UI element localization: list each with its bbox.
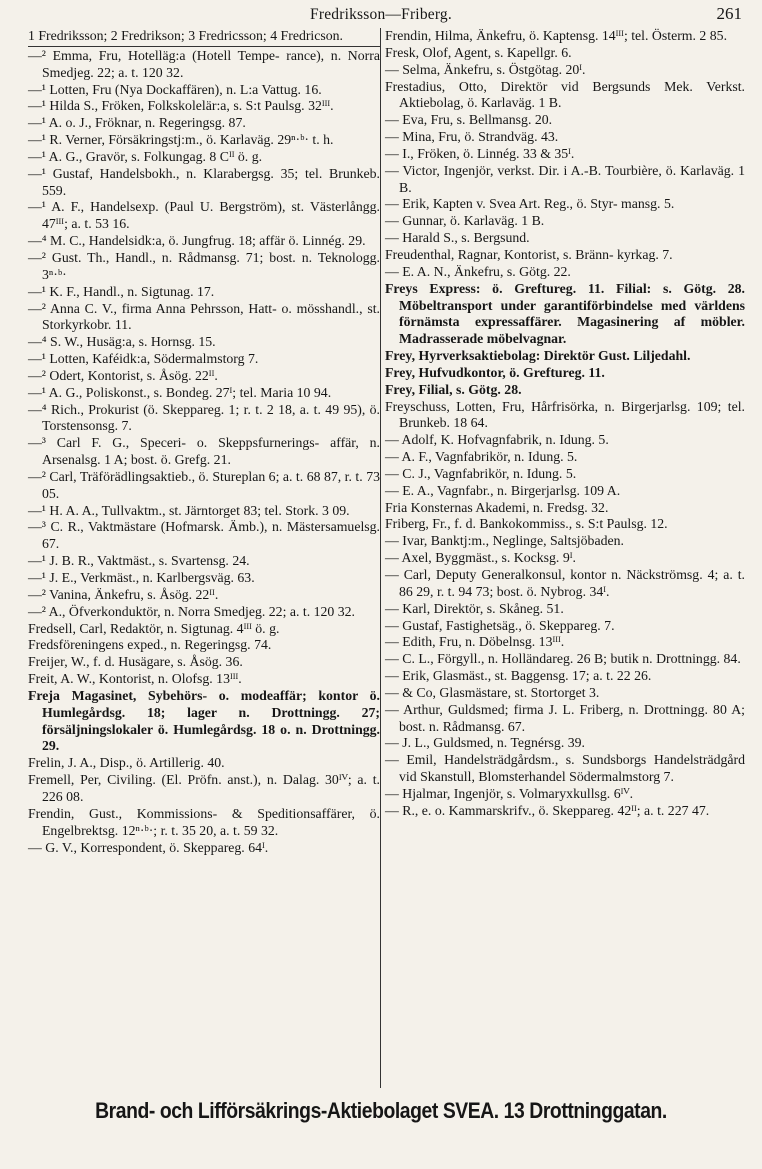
directory-entry: —³ C. R., Vaktmästare (Hofmarsk. Ämb.), n. Mästersamuelsg. 67. (28, 519, 380, 552)
directory-entry: — G. V., Korrespondent, ö. Skeppareg. 64ᴵ. (28, 839, 269, 855)
directory-entry: — J. L., Guldsmed, n. Tegnérsg. 39. (385, 735, 585, 751)
directory-entry: — Victor, Ingenjör, verkst. Dir. i A.-B. Tourbière, ö. Karlaväg. 1 B. (385, 162, 745, 195)
directory-entry: — Axel, Byggmäst., s. Kocksg. 9ᴵ. (385, 550, 576, 566)
directory-entry: Freys Express: ö. Greftureg. 11. Filial: s. Götg. 28. Möbeltransport under garantiförbindelse med världens förnämsta expressaffärer. Magasinering af möbler. Madrasserade möbelvagnar. (385, 280, 745, 347)
directory-entry: —¹ Hilda S., Fröken, Folkskolelär:a, s. S:t Paulsg. 32ᴵᴵᴵ. (28, 98, 334, 114)
directory-entry: Fredsell, Carl, Redaktör, n. Sigtunag. 4ᴵᴵᴵ ö. g. (28, 620, 280, 636)
directory-entry: —¹ H. A. A., Tullvaktm., st. Järntorget 83; tel. Stork. 3 09. (28, 502, 350, 518)
directory-entry: —² Anna C. V., firma Anna Pehrsson, Hatt- o. mösshandl., st. Storkyrkobr. 11. (28, 300, 380, 333)
directory-entry: —¹ A. F., Handelsexp. (Paul U. Bergström), st. Västerlångg. 47ᴵᴵᴵ; a. t. 53 16. (28, 199, 380, 232)
page-number: 261 (716, 4, 742, 23)
directory-entry: — C. J., Vagnfabrikör, n. Idung. 5. (385, 465, 577, 481)
directory-entry: Friberg, Fr., f. d. Bankokommiss., s. S:t Paulsg. 12. (385, 516, 668, 532)
directory-entry: — E. A., Vagnfabr., n. Birgerjarlsg. 109 A. (385, 482, 621, 498)
directory-entry: — Ivar, Banktj:m., Neglinge, Saltsjöbaden. (385, 533, 624, 549)
left-column (28, 28, 380, 856)
directory-entry: —⁴ S. W., Husäg:a, s. Hornsg. 15. (28, 334, 216, 350)
directory-entry: —⁴ M. C., Handelsidk:a, ö. Jungfrug. 18; affär ö. Linnég. 29. (28, 233, 366, 249)
right-column (385, 28, 745, 820)
directory-entry: Frey, Filial, s. Götg. 28. (385, 381, 522, 397)
directory-entry: — Erik, Kapten v. Svea Art. Reg., ö. Styr- mansg. 5. (385, 196, 675, 212)
directory-entry: —² Odert, Kontorist, s. Åsög. 22ᴵᴵ. (28, 367, 218, 383)
directory-entry: Fredsföreningens exped., n. Regeringsg. 74. (28, 637, 272, 653)
directory-entry: — E. A. N., Änkefru, s. Götg. 22. (385, 263, 571, 279)
directory-entry: — A. F., Vagnfabrikör, n. Idung. 5. (385, 449, 578, 465)
directory-entry: —² Emma, Fru, Hotelläg:a (Hotell Tempe- rance), n. Norra Smedjeg. 22; a. t. 120 32. (28, 47, 380, 80)
directory-entry: —¹ K. F., Handl., n. Sigtunag. 17. (28, 283, 215, 299)
directory-entry: — Selma, Änkefru, s. Östgötag. 20ᴵ. (385, 61, 586, 77)
directory-entry: — Carl, Deputy Generalkonsul, kontor n. Näckströmsg. 4; a. t. 86 29, r. t. 94 73; bost. ö. Nybrog. 34ᴵ. (385, 567, 745, 599)
directory-entry: —¹ J. E., Verkmäst., n. Karlbergsväg. 63. (28, 570, 255, 585)
directory-entry: — Emil, Handelsträdgårdsm., s. Sundsborgs Handelsträdgård vid Skanstull, Blomsterhandel Södermalmstorg 7. (385, 752, 745, 785)
directory-entry: Frelin, J. A., Disp., ö. Artillerig. 40. (28, 755, 225, 771)
directory-entry: Frendin, Gust., Kommissions- & Speditionsaffärer, ö. Engelbrektsg. 12ⁿ·ᵇ·; r. t. 35 20, a. t. 59 32. (28, 805, 380, 838)
directory-entry: Fremell, Per, Civiling. (El. Pröfn. anst.), n. Dalag. 30ᴵⱽ; a. t. 226 08. (28, 772, 380, 804)
directory-entry: Fria Konsternas Akademi, n. Fredsg. 32. (385, 499, 609, 515)
running-title: Fredriksson—Friberg. (310, 6, 452, 23)
directory-entry: — Gustaf, Fastighetsäg., ö. Skeppareg. 7. (385, 617, 615, 633)
directory-entry: — Gunnar, ö. Karlaväg. 1 B. (385, 213, 545, 229)
directory-entry: 1 Fredriksson; 2 Fredrikson; 3 Fredricsson; 4 Fredricson. (28, 28, 380, 47)
directory-entry: Frestadius, Otto, Direktör vid Bergsunds Mek. Verkst. Aktiebolag, ö. Karlaväg. 1 B. (385, 78, 745, 111)
directory-entry: — Harald S., s. Bergsund. (385, 230, 530, 246)
directory-entry: — Mina, Fru, ö. Strandväg. 43. (385, 129, 559, 145)
directory-entry: —⁴ Rich., Prokurist (ö. Skeppareg. 1; r. t. 2 18, a. t. 49 95), ö. Torstensonsg. 7. (28, 401, 380, 434)
directory-entry: —¹ A. G., Gravör, s. Folkungag. 8 Cᴵᴵ ö. g. (28, 148, 263, 164)
directory-entry: —¹ Gustaf, Handelsbokh., n. Klarabergsg. 35; tel. Brunkeb. 559. (28, 165, 380, 198)
directory-entry: — Karl, Direktör, s. Skåneg. 51. (385, 600, 564, 616)
directory-entry: —¹ Lotten, Kaféidk:a, Södermalmstorg 7. (28, 351, 259, 367)
directory-entry: Freudenthal, Ragnar, Kontorist, s. Bränn- kyrkag. 7. (385, 246, 673, 262)
directory-entry: —² Carl, Träförädlingsaktieb., ö. Stureplan 6; a. t. 68 87, r. t. 73 05. (28, 468, 380, 501)
directory-entry: Freja Magasinet, Sybehörs- o. modeaffär; kontor ö. Humlegårdsg. 18; lager n. Drottningg. 27; försäljningslokaler ö. Humlegårdsg. 18 o. n. Drottningg. 29. (28, 687, 380, 754)
directory-entry: — C. L., Förgyll., n. Holländareg. 26 B; butik n. Drottningg. 84. (385, 651, 741, 667)
directory-entry: Frey, Hyrverksaktiebolag: Direktör Gust. Liljedahl. (385, 348, 691, 364)
directory-entry: —¹ R. Verner, Försäkringstj:m., ö. Karlaväg. 29ⁿ·ᵇ· t. h. (28, 132, 334, 148)
directory-entry: Frey, Hufvudkontor, ö. Greftureg. 11. (385, 364, 605, 380)
directory-entry: — Arthur, Guldsmed; firma J. L. Friberg, n. Drottningg. 80 A; bost. n. Rådmansg. 67. (385, 701, 745, 734)
directory-entry: — Erik, Glasmäst., st. Baggensg. 17; a. t. 22 26. (385, 668, 652, 684)
directory-entry: — Eva, Fru, s. Bellmansg. 20. (385, 112, 553, 128)
directory-entry: —² Gust. Th., Handl., n. Rådmansg. 71; bost. n. Teknologg. 3ⁿ·ᵇ· (28, 249, 380, 282)
directory-entry: Freijer, W., f. d. Husägare, s. Åsög. 36. (28, 654, 243, 670)
directory-entry: —¹ J. B. R., Vaktmäst., s. Svartensg. 24. (28, 553, 250, 569)
directory-entry: — R., e. o. Kammarskrifv., ö. Skeppareg. 42ᴵᴵ; a. t. 227 47. (385, 802, 710, 818)
directory-entry: —² A., Öfverkonduktör, n. Norra Smedjeg. 22; a. t. 120 32. (28, 603, 355, 619)
directory-entry: —¹ A. o. J., Fröknar, n. Regeringsg. 87. (28, 115, 246, 131)
footer-advertisement: Brand- och Lifförsäkrings-Aktiebolaget SVEA. 13 Drottninggatan. (95, 1098, 667, 1123)
directory-entry: Fresk, Olof, Agent, s. Kapellgr. 6. (385, 44, 572, 60)
directory-entry: —¹ Lotten, Fru (Nya Dockaffären), n. L:a Vattug. 16. (28, 81, 322, 97)
directory-entry: Freit, A. W., Kontorist, n. Olofsg. 13ᴵᴵᴵ. (28, 671, 242, 687)
directory-entry: — & Co, Glasmästare, st. Stortorget 3. (385, 684, 600, 700)
directory-entry: Freyschuss, Lotten, Fru, Hårfrisörka, n. Birgerjarlsg. 109; tel. Brunkeb. 18 64. (385, 398, 745, 431)
column-divider (380, 28, 381, 1088)
directory-entry: —¹ A. G., Poliskonst., s. Bondeg. 27ᴵ; tel. Maria 10 94. (28, 384, 332, 400)
directory-entry: —² Vanina, Änkefru, s. Åsög. 22ᴵᴵ. (28, 586, 219, 602)
directory-entry: — Edith, Fru, n. Döbelnsg. 13ᴵᴵᴵ. (385, 634, 565, 650)
directory-entry: — Hjalmar, Ingenjör, s. Volmaryxkullsg. 6ᴵⱽ. (385, 785, 634, 801)
directory-entry: Frendin, Hilma, Änkefru, ö. Kaptensg. 14ᴵᴵᴵ; tel. Österm. 2 85. (385, 28, 728, 43)
page-header (0, 2, 762, 26)
directory-entry: — I., Fröken, ö. Linnég. 33 & 35ᴵ. (385, 145, 575, 161)
directory-entry: —³ Carl F. G., Speceri- o. Skeppsfurnerings- affär, n. Arsenalsg. 1 A; bost. ö. Grefg. 21. (28, 435, 380, 468)
directory-entry: — Adolf, K. Hofvagnfabrik, n. Idung. 5. (385, 432, 609, 448)
